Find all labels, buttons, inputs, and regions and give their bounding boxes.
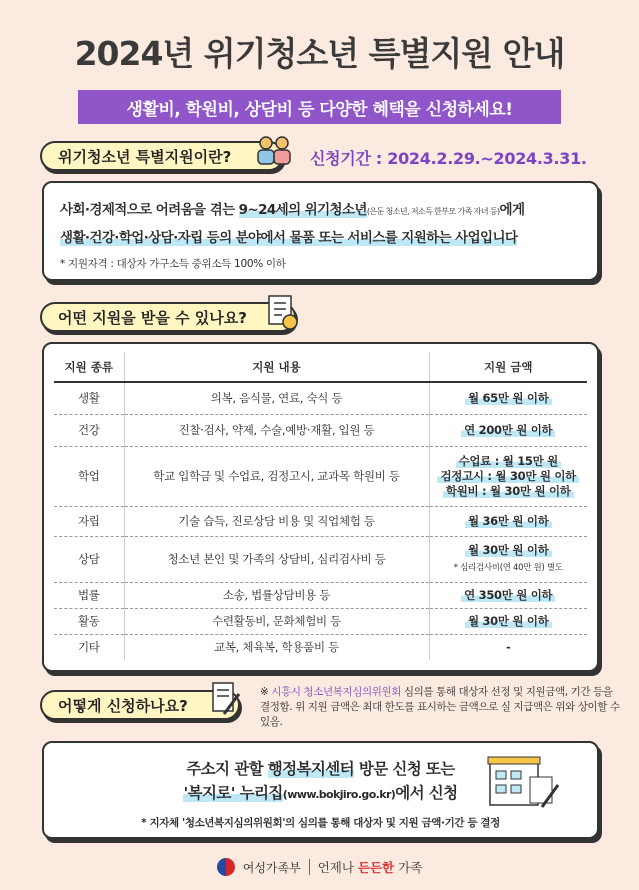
apply-box bbox=[42, 741, 599, 839]
benefits-table bbox=[54, 352, 587, 660]
section-heading-benefits bbox=[40, 302, 296, 332]
page-title: 2024년 위기청소년 특별지원 안내 bbox=[74, 34, 565, 73]
table-row: 생활 의복, 음식물, 연료, 숙식 등 월 65만 원 이하 bbox=[54, 382, 587, 414]
apply-line-2: '복지로' 누리집(www.bokjiro.go.kr)에서 신청 bbox=[183, 784, 458, 802]
slogan: 언제나 든든한 가족 bbox=[317, 860, 423, 875]
table-row: 상담 청소년 본인 및 가족의 상담비, 심리검사비 등 월 30만 원 이하 * 심리검사비(연 40만 원) 별도 bbox=[54, 536, 587, 582]
col-header-amount: 지원 금액 bbox=[429, 352, 587, 382]
qualification-note: * 지원자격 : 대상자 가구소득 중위소득 100% 이하 bbox=[60, 258, 286, 270]
youth-group-icon bbox=[254, 133, 296, 169]
section-heading-label: 어떤 지원을 받을 수 있나요? bbox=[58, 308, 247, 327]
government-emblem-icon bbox=[217, 858, 235, 876]
checklist-medal-icon bbox=[266, 294, 300, 332]
section-heading-label: 어떻게 신청하나요? bbox=[58, 696, 188, 715]
office-building-icon bbox=[484, 749, 564, 809]
form-pencil-icon bbox=[210, 680, 242, 718]
apply-note: * 지자체 '청소년복지심의위원회'의 심의를 통해 대상자 및 지원 금액·기간 등 결정 bbox=[141, 817, 500, 829]
application-period: 신청기간 : 2024.2.29.~2024.3.31. bbox=[310, 149, 587, 168]
table-row: 자립 기술 습득, 진로상담 비용 및 직업체험 등 월 36만 원 이하 bbox=[54, 506, 587, 536]
bokjiro-url: (www.bokjiro.go.kr) bbox=[282, 788, 396, 801]
intro-box bbox=[42, 181, 599, 281]
table-row: 활동 수련활동비, 문화체험비 등 월 30만 원 이하 bbox=[54, 608, 587, 634]
intro-line-2: 생활·건강·학업·상담·자립 등의 분야에서 물품 또는 서비스를 지원하는 사업입니다 bbox=[60, 230, 518, 246]
ministry-name: 여성가족부 bbox=[242, 860, 301, 875]
footer bbox=[0, 852, 639, 882]
selection-note: ※ 시흥시 청소년복지심의위원회 심의를 통해 대상자 선정 및 지원금액, 기간 등을 결정함. 위 지원 금액은 최대 한도를 표시하는 금액으로 실 지급액은 위와 상이할 수 있음. bbox=[260, 686, 620, 728]
table-row: 기타 교복, 체육복, 학용품비 등 - bbox=[54, 634, 587, 660]
benefits-table-box bbox=[42, 342, 599, 672]
section-heading-how-to-apply bbox=[40, 690, 240, 720]
table-row: 건강 진찰·검사, 약제, 수술,예방·재활, 입원 등 연 200만 원 이하 bbox=[54, 414, 587, 446]
table-row: 학업 학교 입학금 및 수업료, 검정고시, 교과목 학원비 등 수업료 : 월 15만 원 검정고시 : 월 30만 원 이하 학원비 : 월 30만 원 이하 bbox=[54, 446, 587, 506]
intro-line-1: 사회·경제적으로 어려움을 겪는 9~24세의 위기청소년(은둔 청소년, 저소득 한부모 가족 자녀 등)에게 bbox=[60, 202, 525, 218]
subtitle-banner: 생활비, 학원비, 상담비 등 다양한 혜택을 신청하세요! bbox=[78, 90, 561, 124]
apply-line-1: 주소지 관할 행정복지센터 방문 신청 또는 bbox=[186, 760, 455, 778]
section-heading-label: 위기청소년 특별지원이란? bbox=[58, 147, 232, 166]
section-heading-what-is bbox=[40, 141, 284, 171]
col-header-type: 지원 종류 bbox=[54, 352, 124, 382]
col-header-content: 지원 내용 bbox=[124, 352, 429, 382]
footer-divider bbox=[309, 859, 310, 875]
table-row: 법률 소송, 법률상담비용 등 연 350만 원 이하 bbox=[54, 582, 587, 608]
